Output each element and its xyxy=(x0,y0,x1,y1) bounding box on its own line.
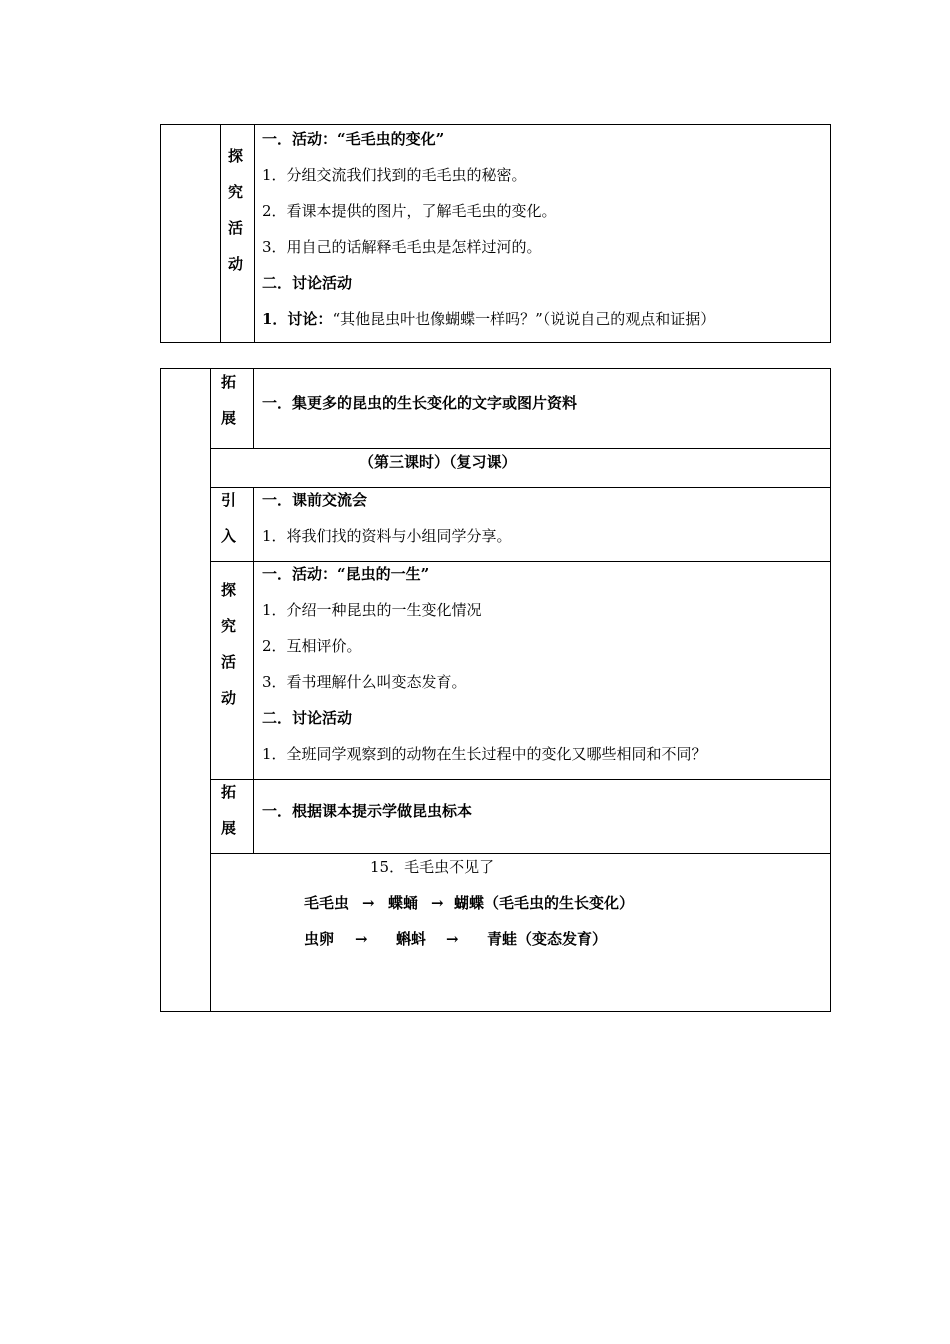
arrow-icon: → xyxy=(446,930,459,948)
intro-label: 引 入 xyxy=(221,491,237,545)
column-divider xyxy=(220,125,221,342)
activity-item: 1．分组交流我们找到的毛毛虫的秘密。 xyxy=(262,166,527,184)
arrow-icon: → xyxy=(362,894,375,912)
extend-text: 一．根据课本提示学做昆虫标本 xyxy=(262,802,473,820)
arrow-icon: → xyxy=(355,930,368,948)
extend-text: 一．集更多的昆虫的生长变化的文字或图片资料 xyxy=(262,394,578,412)
discussion-heading: 二．讨论活动 xyxy=(262,274,353,292)
extend-label: 拓 展 xyxy=(221,373,237,427)
discussion-item: 1．全班同学观察到的动物在生长过程中的变化又哪些相同和不同？ xyxy=(262,745,707,763)
explore-activity-label: 探 究 活 动 xyxy=(228,147,244,273)
board-stage: 毛毛虫 xyxy=(304,894,350,912)
board-stage: 青蛙（变态发育） xyxy=(487,930,608,948)
discussion-question: “其他昆虫叶也像蝴蝶一样吗？”（说说自己的观点和证据） xyxy=(332,310,716,328)
column-divider xyxy=(254,125,255,342)
intro-heading: 一．课前交流会 xyxy=(262,491,368,509)
activity-item: 3．用自己的话解释毛毛虫是怎样过河的。 xyxy=(262,238,542,256)
column-divider xyxy=(253,369,254,448)
activity-item: 1．介绍一种昆虫的一生变化情况 xyxy=(262,601,482,619)
column-divider xyxy=(253,487,254,853)
board-title: 15．毛毛虫不见了 xyxy=(370,858,495,876)
row-divider xyxy=(210,448,830,449)
board-stage: 蝶蛹 xyxy=(388,894,419,912)
lesson-table-1 xyxy=(160,124,831,343)
row-divider xyxy=(210,779,830,780)
board-stage: 虫卵 xyxy=(304,930,335,948)
column-divider xyxy=(210,369,211,1011)
activity-heading: 一．活动：“昆虫的一生” xyxy=(262,565,430,583)
activity-item: 2．看课本提供的图片，了解毛毛虫的变化。 xyxy=(262,202,557,220)
activity-heading: 一．活动：“毛毛虫的变化” xyxy=(262,130,445,148)
discussion-prefix: 1．讨论： xyxy=(262,310,333,328)
arrow-icon: → xyxy=(431,894,444,912)
lesson-table-2 xyxy=(160,368,831,1012)
lesson-header: （第三课时）（复习课） xyxy=(359,453,517,471)
extend-label: 拓 展 xyxy=(221,783,237,837)
intro-item: 1．将我们找的资料与小组同学分享。 xyxy=(262,527,512,545)
row-divider xyxy=(210,487,830,488)
explore-activity-label: 探 究 活 动 xyxy=(221,581,237,707)
row-divider xyxy=(210,853,830,854)
board-stage: 蝌蚪 xyxy=(396,930,427,948)
activity-item: 3．看书理解什么叫变态发育。 xyxy=(262,673,467,691)
board-stage: 蝴蝶（毛毛虫的生长变化） xyxy=(454,894,635,912)
discussion-heading: 二．讨论活动 xyxy=(262,709,353,727)
row-divider xyxy=(210,561,830,562)
activity-item: 2．互相评价。 xyxy=(262,637,362,655)
discussion-item xyxy=(262,310,715,328)
